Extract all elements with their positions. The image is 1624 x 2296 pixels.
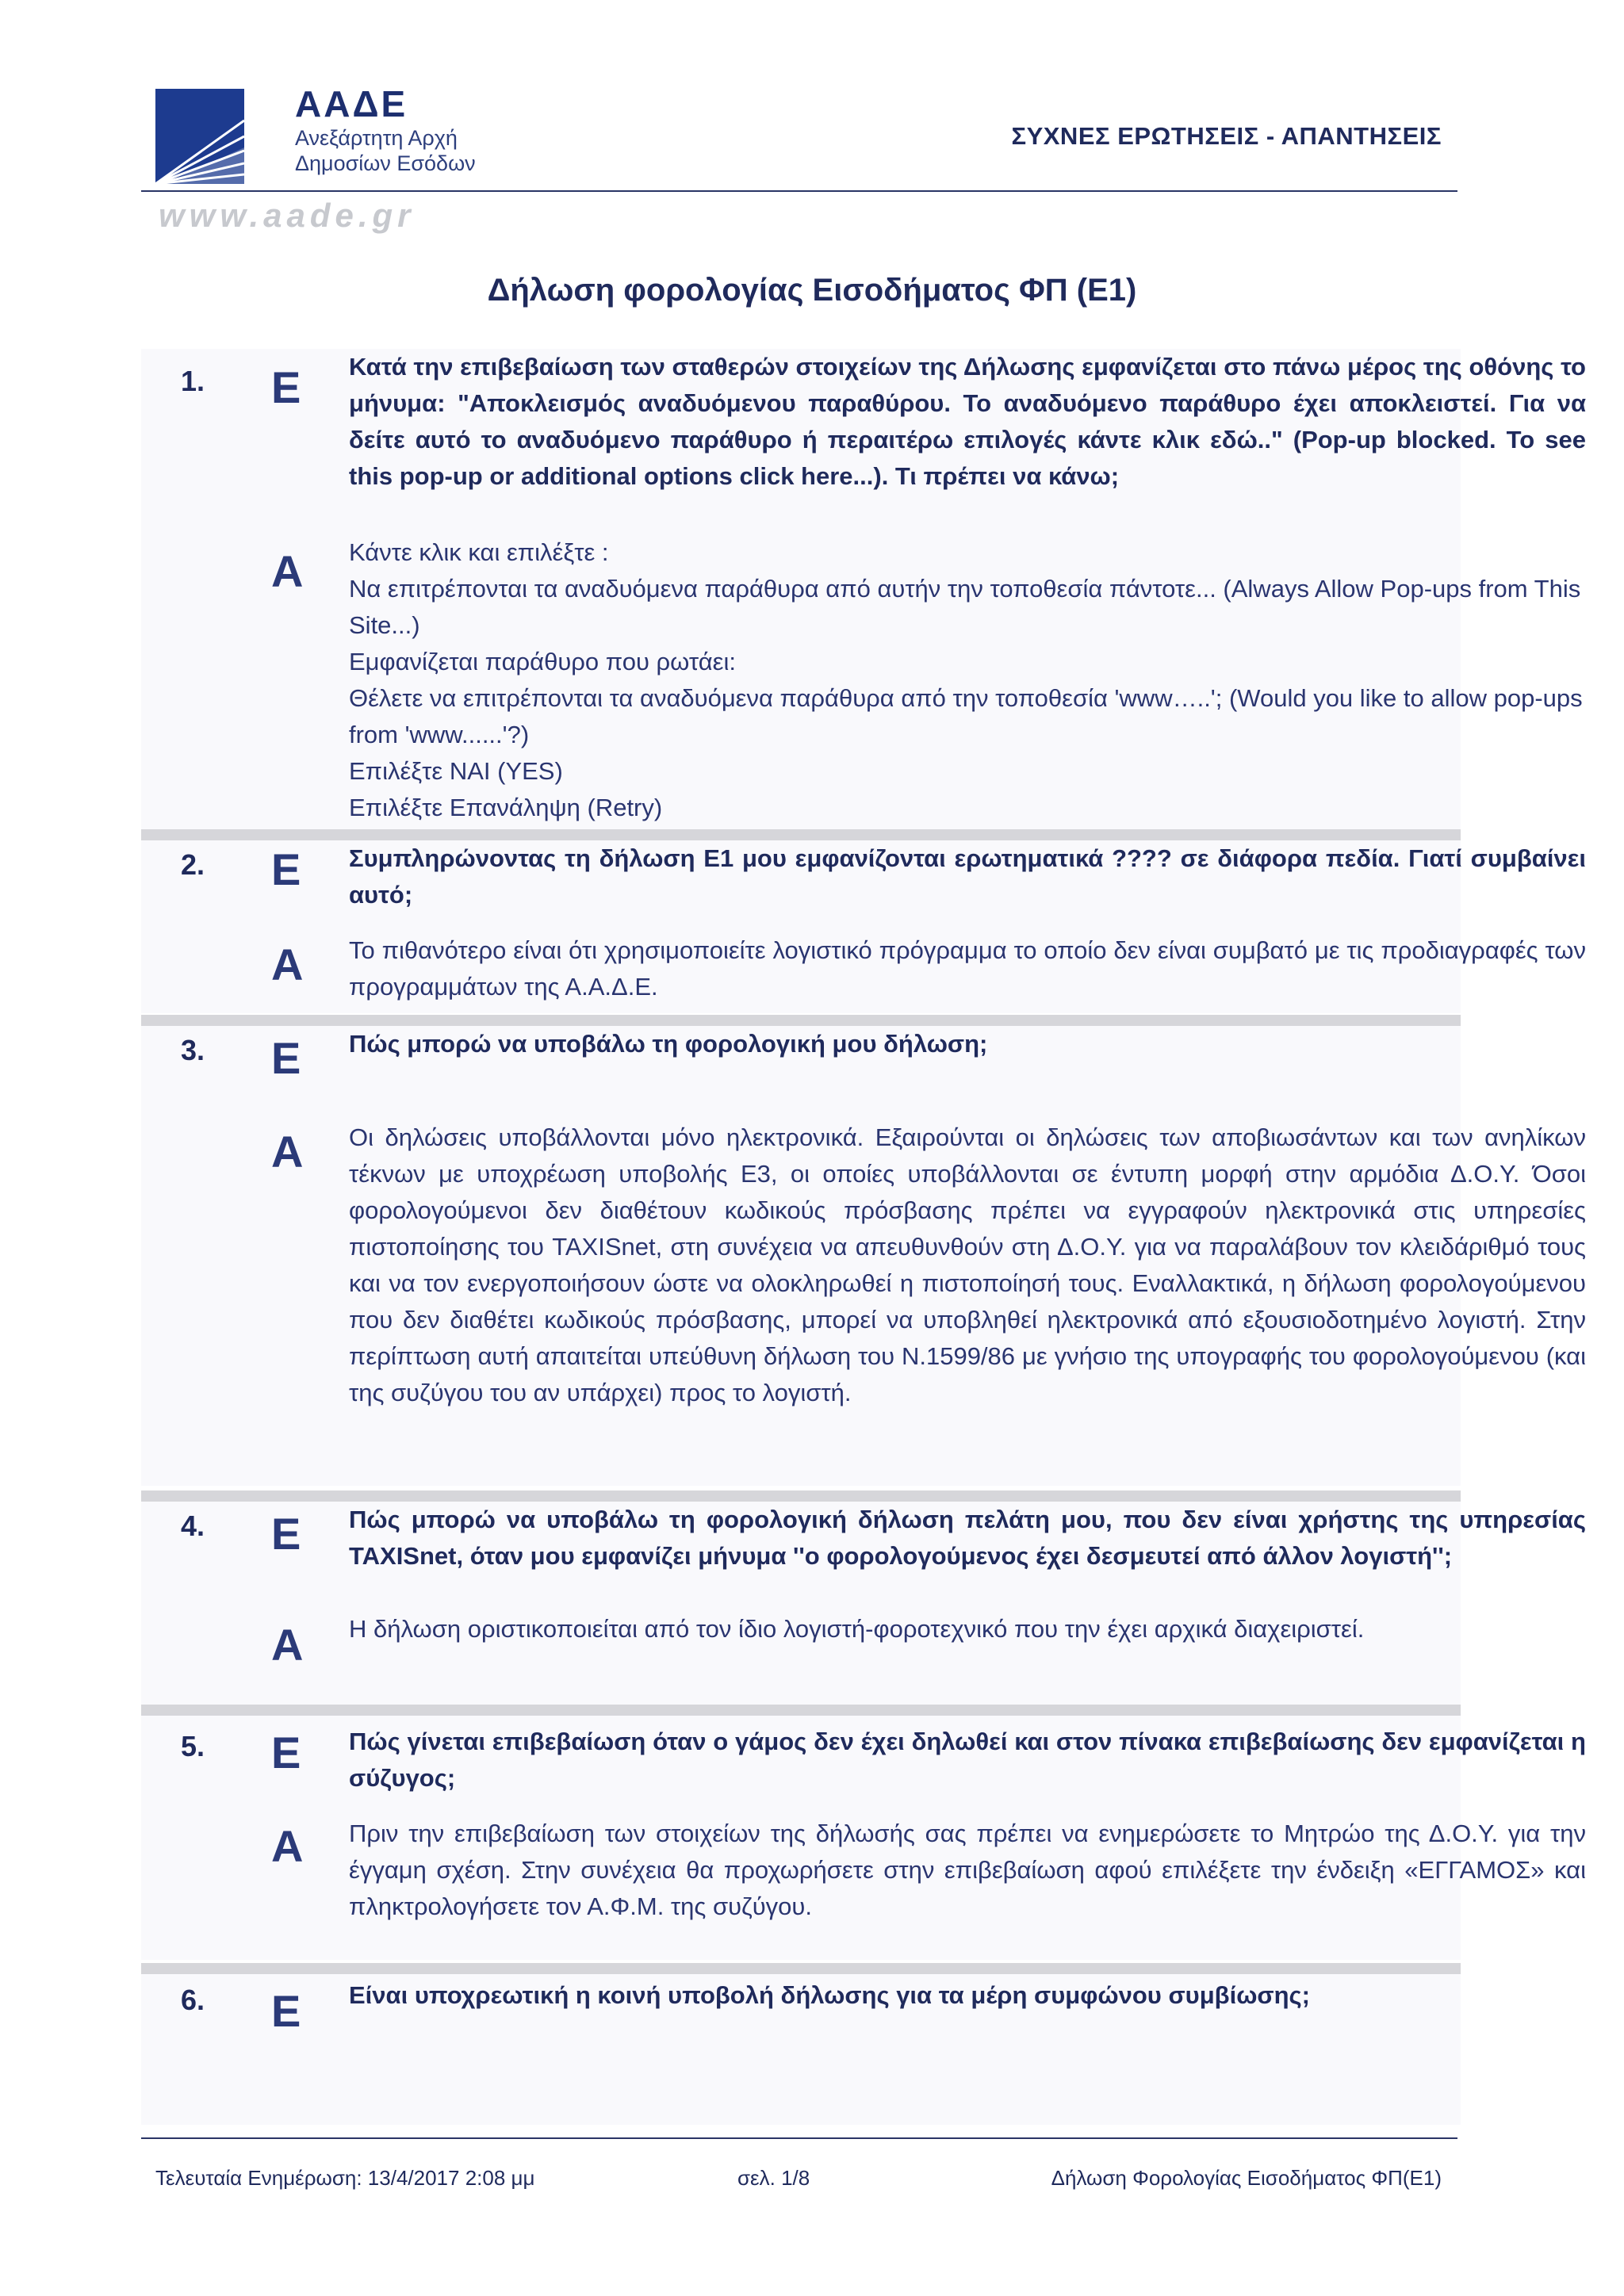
question-marker: Ε xyxy=(271,362,301,412)
qa-number: 1. xyxy=(181,365,205,397)
separator xyxy=(141,1015,1461,1026)
question-text: Είναι υποχρεωτική η κοινή υποβολή δήλωσης για τα μέρη συμφώνου συμβίωσης; xyxy=(349,1981,1310,2009)
footer-divider xyxy=(141,2137,1457,2139)
answer-text xyxy=(349,534,1586,826)
qa-number: 3. xyxy=(181,1034,205,1066)
last-update: Τελευταία Ενημέρωση: 13/4/2017 2:08 μμ xyxy=(155,2166,535,2190)
question-marker: Ε xyxy=(271,1728,301,1777)
logo-abbreviation: ΑΑΔΕ xyxy=(295,83,408,124)
qa-item-3 xyxy=(141,1026,1586,1486)
page-title: Δήλωση φορολογίας Εισοδήματος ΦΠ (Ε1) xyxy=(487,273,1137,308)
answer-line: Εμφανίζεται παράθυρο που ρωτάει: xyxy=(349,648,736,675)
question-text: Πώς μπορώ να υποβάλω τη φορολογική δήλωση πελάτη μου, που δεν είναι χρήστης της υπηρεσίας TAXISnet, όταν μου εμφανίζει μήνυμα ''ο φορολογούμενος έχει δεσμευτεί από άλλον λογιστή''; xyxy=(349,1506,1586,1570)
question-marker: Ε xyxy=(271,844,301,894)
answer-line: Θέλετε να επιτρέπονται τα αναδυόμενα παράθυρα από την τοποθεσία 'www…..'; (Would you like to allow pop-ups from 'www......'?) xyxy=(349,684,1583,748)
answer-marker: Α xyxy=(271,546,304,596)
page-number: σελ. 1/8 xyxy=(737,2166,810,2190)
logo-line-2: Δημοσίων Εσόδων xyxy=(295,151,476,175)
question-text: Κατά την επιβεβαίωση των σταθερών στοιχείων της Δήλωσης εμφανίζεται στο πάνω μέρος της οθόνης το μήνυμα: "Αποκλεισμός αναδυόμενου παραθύρου. Το αναδυόμενο παράθυρο έχει αποκλειστεί. Για να δείτε αυτό το αναδυόμενο παράθυρο ή περαιτέρω επιλογές κάντε κλικ εδώ.." (Pop-up blocked. To see this pop-up or additional options click here...). Τι πρέπει να κάνω; xyxy=(349,353,1586,490)
question-marker: Ε xyxy=(271,1986,301,2036)
answer-marker: Α xyxy=(271,939,304,989)
qa-number: 5. xyxy=(181,1730,205,1762)
answer-text: Οι δηλώσεις υποβάλλονται μόνο ηλεκτρονικά. Εξαιρούνται οι δηλώσεις των αποβιωσάντων και των ανηλίκων τέκνων με υποχρέωση υποβολής Ε3, οι οποίες υποβάλλονται σε έντυπη μορφή στην αρμόδια Δ.Ο.Υ. Όσοι φορολογούμενοι δεν διαθέτουν κωδικούς πρόσβασης πρέπει να εγγραφούν ηλεκτρονικά στις υπηρεσίες πιστοποίησης του TAXISnet, στη συνέχεια να απευθυνθούν στη Δ.Ο.Υ. για να παραλάβουν τον κλειδάριθμό τους και να τον ενεργοποιήσουν ώστε να ολοκληρωθεί η πιστοποίησή τους. Εναλλακτικά, η δήλωση φορολογούμενου που δεν διαθέτει κωδικούς πρόσβασης, μπορεί να υποβληθεί ηλεκτρονικά από εξουσιοδοτημένο λογιστή. Στην περίπτωση αυτή απαιτείται υπεύθυνη δήλωση του Ν.1599/86 με γνήσιο της υπογραφής του φορολογούμενου (και της συζύγου του αν υπάρχει) προς το λογιστή. xyxy=(349,1123,1586,1406)
answer-line: Επιλέξτε Επανάληψη (Retry) xyxy=(349,794,663,821)
answer-text: Η δήλωση οριστικοποιείται από τον ίδιο λογιστή-φοροτεχνικό που την έχει αρχικά διαχειριστεί. xyxy=(349,1615,1365,1643)
header-divider xyxy=(141,190,1457,192)
qa-item-5 xyxy=(141,1716,1586,1960)
qa-number: 6. xyxy=(181,1984,205,2016)
question-text: Συμπληρώνοντας τη δήλωση Ε1 μου εμφανίζονται ερωτηματικά ???? σε διάφορα πεδία. Γιατί συμβαίνει αυτό; xyxy=(349,844,1586,909)
aade-logo-icon xyxy=(155,89,244,184)
qa-item-6 xyxy=(141,1974,1461,2125)
answer-marker: Α xyxy=(271,1620,304,1670)
logo-text xyxy=(295,82,476,176)
qa-item-2 xyxy=(141,840,1586,1013)
logo-line-1: Ανεξάρτητη Αρχή xyxy=(295,126,458,150)
answer-marker: Α xyxy=(271,1127,304,1177)
answer-text: Το πιθανότερο είναι ότι χρησιμοποιείτε λογιστικό πρόγραμμα το οποίο δεν είναι συμβατό με τις προδιαγραφές των προγραμμάτων της Α.Α.Δ.Ε. xyxy=(349,936,1586,1001)
website-watermark: www.aade.gr xyxy=(159,197,416,234)
separator xyxy=(141,829,1461,840)
answer-line: Να επιτρέπονται τα αναδυόμενα παράθυρα από αυτήν την τοποθεσία πάντοτε... (Always Allow Pop-ups from This Site...) xyxy=(349,575,1581,639)
answer-text: Πριν την επιβεβαίωση των στοιχείων της δήλωσής σας πρέπει να ενημερώσετε το Μητρώο της Δ.Ο.Υ. για την έγγαμη σχέση. Στην συνέχεια θα προχωρήσετε στην επιβεβαίωση αφού επιλέξετε την ένδειξη «ΕΓΓΑΜΟΣ» και πληκτρολογήσετε τον Α.Φ.Μ. της συζύγου. xyxy=(349,1820,1586,1920)
section-title: ΣΥΧΝΕΣ ΕΡΩΤΗΣΕΙΣ - ΑΠΑΝΤΗΣΕΙΣ xyxy=(1011,122,1442,150)
separator xyxy=(141,1705,1461,1716)
footer-document-name: Δήλωση Φορολογίας Εισοδήματος ΦΠ(Ε1) xyxy=(1051,2166,1442,2190)
answer-line: Κάντε κλικ και επιλέξτε : xyxy=(349,538,609,566)
question-text: Πώς μπορώ να υποβάλω τη φορολογική μου δήλωση; xyxy=(349,1030,988,1058)
question-marker: Ε xyxy=(271,1033,301,1083)
qa-item-4 xyxy=(141,1502,1586,1705)
separator xyxy=(141,1963,1461,1974)
answer-marker: Α xyxy=(271,1821,304,1871)
qa-number: 2. xyxy=(181,848,205,881)
qa-number: 4. xyxy=(181,1510,205,1542)
qa-item-1 xyxy=(141,349,1586,837)
separator xyxy=(141,1490,1461,1502)
answer-line: Επιλέξτε ΝΑΙ (YES) xyxy=(349,757,563,785)
question-marker: Ε xyxy=(271,1509,301,1559)
question-text: Πώς γίνεται επιβεβαίωση όταν ο γάμος δεν έχει δηλωθεί και στον πίνακα επιβεβαίωσης δεν εμφανίζεται η σύζυγος; xyxy=(349,1728,1586,1792)
